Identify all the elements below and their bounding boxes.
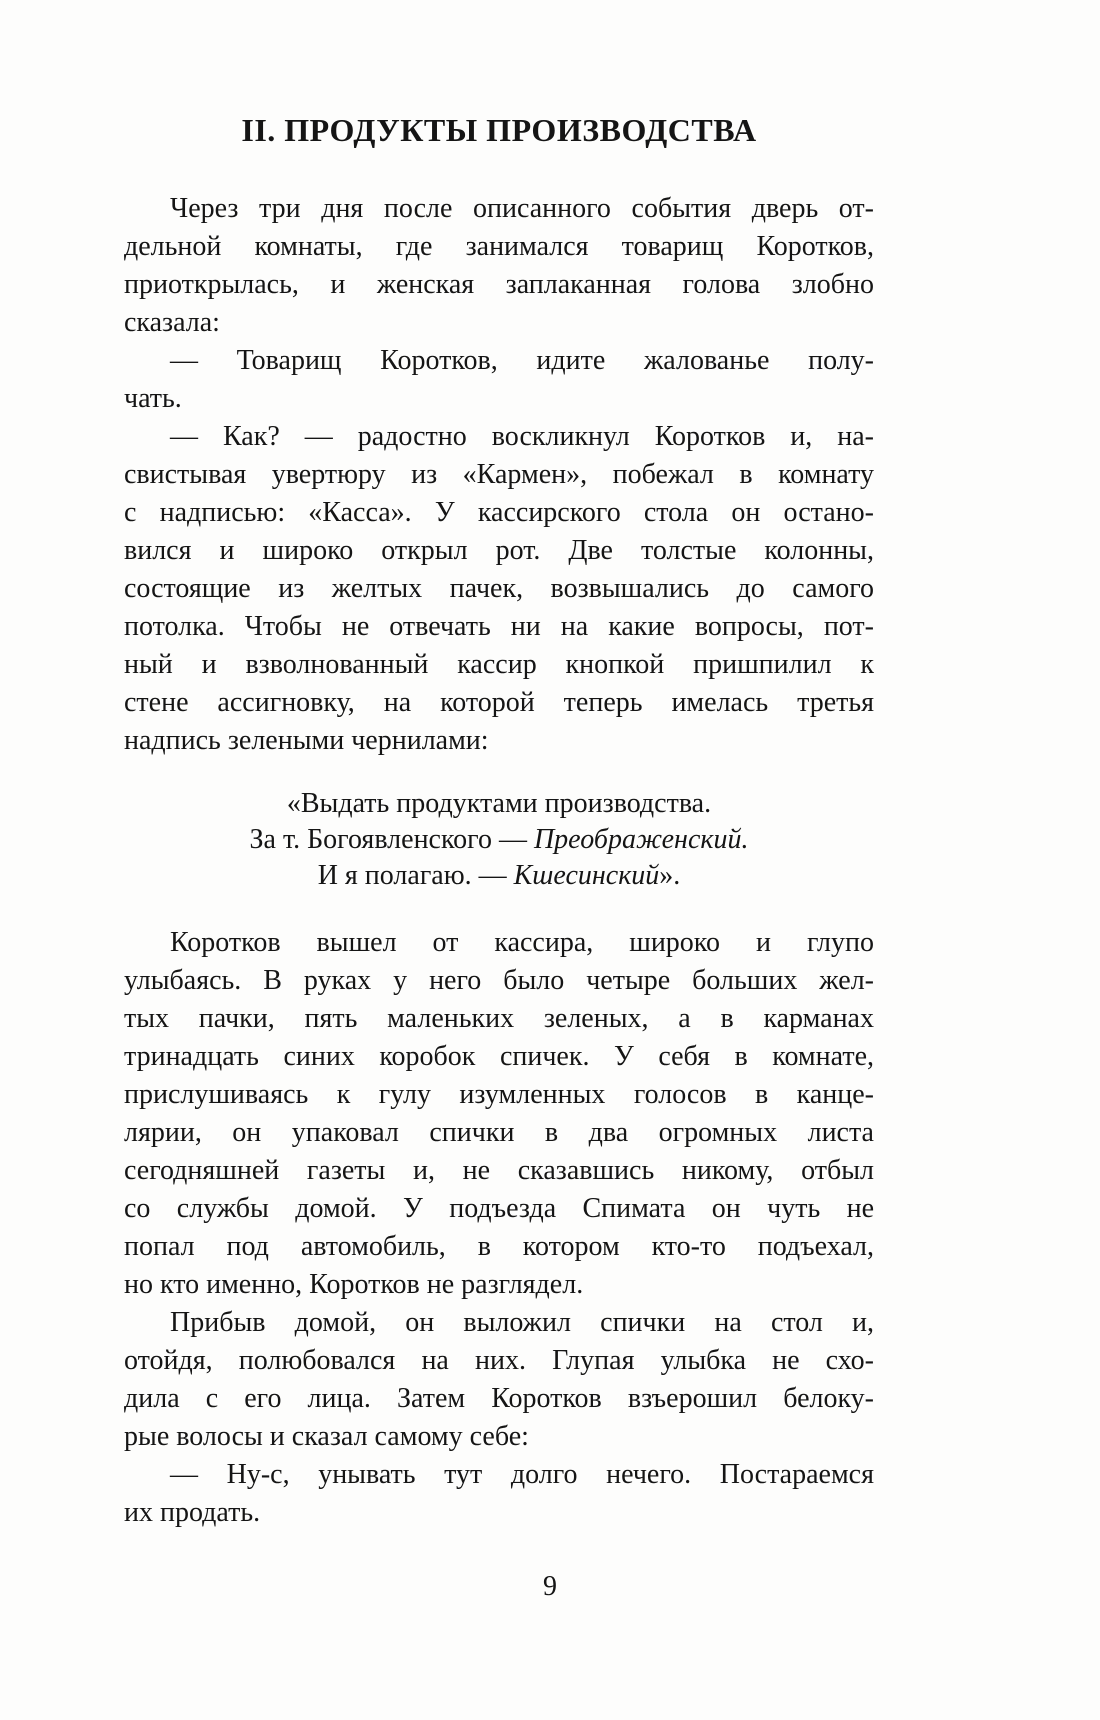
text-line: сегодняшней газеты и, не сказавшись никому, отбыл bbox=[124, 1155, 874, 1186]
page-number: 9 bbox=[543, 1571, 557, 1602]
quote-line bbox=[124, 786, 874, 822]
text-line: стене ассигновку, на которой теперь имелась третья bbox=[124, 687, 874, 718]
text-line: отойдя, полюбовался на них. Глупая улыбка не схо- bbox=[124, 1345, 874, 1376]
chapter-heading: II. ПРОДУКТЫ ПРОИЗВОДСТВА bbox=[241, 112, 757, 148]
quote-line bbox=[124, 858, 874, 894]
text-line: — Товарищ Коротков, идите жалованье полу- bbox=[170, 345, 874, 376]
paragraph bbox=[124, 924, 874, 1304]
quote-text: За т. Богоявленского — bbox=[249, 824, 534, 855]
text-line: свистывая увертюру из «Кармен», побежал в комнату bbox=[124, 459, 874, 490]
text-line: вился и широко открыл рот. Две толстые колонны, bbox=[124, 535, 874, 566]
text-line: дила с его лица. Затем Коротков взъерошил белоку- bbox=[124, 1383, 874, 1414]
quote-text: И я полагаю. — bbox=[317, 860, 514, 891]
quote-text: «Выдать продуктами производства. bbox=[286, 788, 712, 819]
text-line: Прибыв домой, он выложил спички на стол и, bbox=[170, 1307, 874, 1338]
inscription-quote bbox=[124, 786, 874, 894]
text-line: потолка. Чтобы не отвечать ни на какие вопросы, пот- bbox=[124, 611, 874, 642]
quote-signature: Преображенский. bbox=[533, 824, 749, 855]
quote-text: ». bbox=[659, 860, 681, 891]
paragraph bbox=[124, 1456, 874, 1532]
text-line: дельной комнаты, где занимался товарищ Коротков, bbox=[124, 231, 874, 262]
text-line: с надписью: «Касса». У кассирского стола он остано- bbox=[124, 497, 874, 528]
text-line: тринадцать синих коробок спичек. У себя в комнате, bbox=[124, 1041, 874, 1072]
text-line: улыбаясь. В руках у него было четыре больших жел- bbox=[124, 965, 874, 996]
text-line: чать. bbox=[124, 383, 182, 414]
text-line: — Как? — радостно воскликнул Коротков и, на- bbox=[170, 421, 874, 452]
text-line: прислушиваясь к гулу изумленных голосов в канце- bbox=[124, 1079, 874, 1110]
text-line: сказала: bbox=[124, 307, 220, 338]
text-line: приоткрылась, и женская заплаканная голова злобно bbox=[124, 269, 874, 300]
text-line: Коротков вышел от кассира, широко и глупо bbox=[170, 927, 874, 958]
paragraph bbox=[124, 342, 874, 418]
text-line: но кто именно, Коротков не разглядел. bbox=[124, 1269, 584, 1300]
text-block bbox=[124, 110, 874, 1532]
text-line: лярии, он упаковал спички в два огромных листа bbox=[124, 1117, 874, 1148]
text-line: состоящие из желтых пачек, возвышались до самого bbox=[124, 573, 874, 604]
text-line: попал под автомобиль, в котором кто-то подъехал, bbox=[124, 1231, 874, 1262]
text-line: надпись зелеными чернилами: bbox=[124, 725, 489, 756]
text-body bbox=[124, 190, 874, 1532]
quote-signature: Кшесинский bbox=[513, 860, 660, 891]
text-line: со службы домой. У подъезда Спимата он чуть не bbox=[124, 1193, 874, 1224]
text-line: тых пачки, пять маленьких зеленых, а в карманах bbox=[124, 1003, 874, 1034]
text-line: Через три дня после описанного события дверь от- bbox=[170, 193, 874, 224]
text-line: ный и взволнованный кассир кнопкой пришпилил к bbox=[124, 649, 874, 680]
paragraph bbox=[124, 418, 874, 760]
paragraph bbox=[124, 190, 874, 342]
text-line: рые волосы и сказал самому себе: bbox=[124, 1421, 529, 1452]
paragraph bbox=[124, 1304, 874, 1456]
text-line: — Ну-с, унывать тут долго нечего. Постараемся bbox=[170, 1459, 874, 1490]
quote-line bbox=[124, 822, 874, 858]
text-line: их продать. bbox=[124, 1497, 261, 1528]
